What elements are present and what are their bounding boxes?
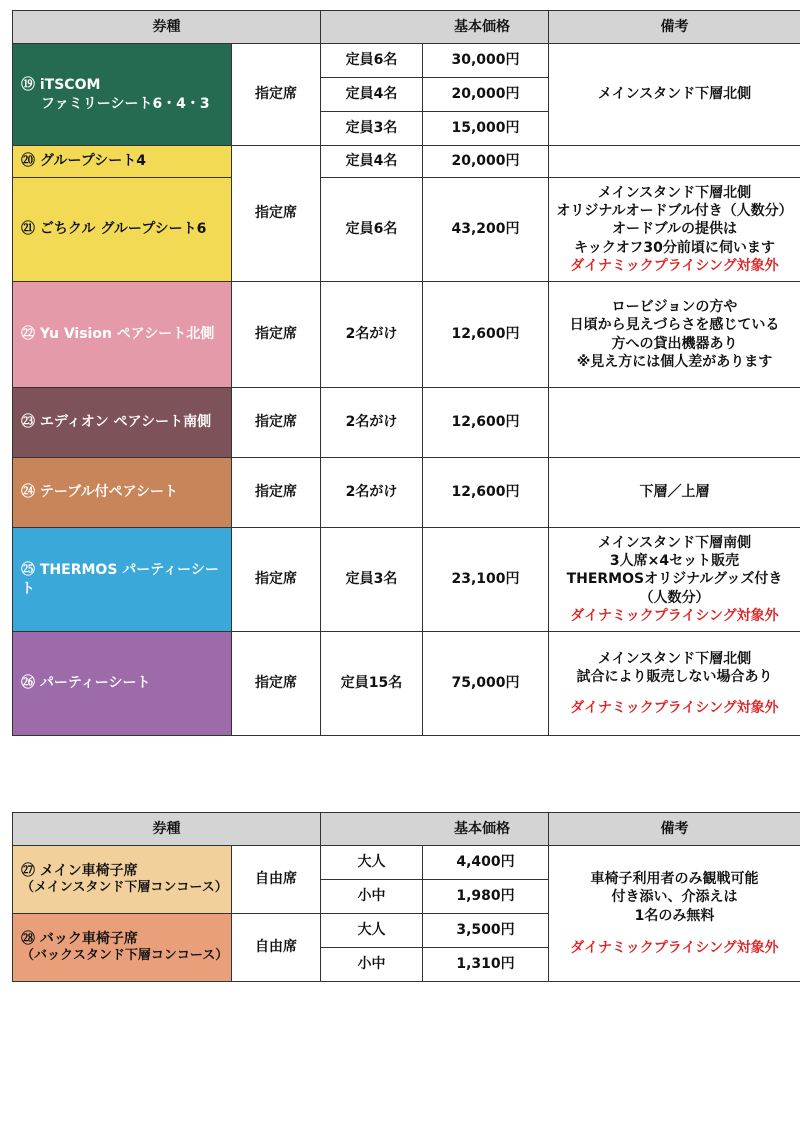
- price: 23,100円: [423, 528, 549, 632]
- note: 下層／上層: [549, 458, 800, 528]
- header-notes: 備考: [549, 813, 800, 846]
- capacity: 2名がけ: [321, 282, 423, 388]
- table-row: [13, 632, 800, 736]
- note: メインスタンド下層北側: [549, 44, 800, 146]
- header-ticket-type: 券種: [13, 11, 321, 44]
- table-row: [13, 146, 800, 178]
- capacity: 小中: [321, 880, 423, 914]
- table-header-row: [13, 813, 800, 846]
- seat-type: 指定席: [232, 146, 321, 282]
- price: 1,310円: [423, 948, 549, 982]
- price: 12,600円: [423, 388, 549, 458]
- capacity: 定員6名: [321, 178, 423, 282]
- capacity: 2名がけ: [321, 388, 423, 458]
- ticket-name-thermos-party-seat: ㉕ THERMOS パーティーシート: [13, 528, 232, 632]
- capacity: 定員15名: [321, 632, 423, 736]
- ticket-name-main-wheelchair: ㉗ メイン車椅子席 （メインスタンド下層コンコース）: [13, 846, 232, 914]
- table-row: [13, 388, 800, 458]
- price: 43,200円: [423, 178, 549, 282]
- price: 3,500円: [423, 914, 549, 948]
- seat-type: 自由席: [232, 846, 321, 914]
- ticket-name-gochikuru-group-seat-6: ㉑ ごちクル グループシート6: [13, 178, 232, 282]
- capacity: 大人: [321, 846, 423, 880]
- price: 20,000円: [423, 78, 549, 112]
- seat-type: 指定席: [232, 44, 321, 146]
- price: 30,000円: [423, 44, 549, 78]
- capacity: 定員3名: [321, 528, 423, 632]
- dynamic-pricing-exempt-note: ダイナミックプライシング対象外: [570, 939, 779, 956]
- note: ロービジョンの方や 日頃から見えづらさを感じている 方への貸出機器あり ※見え方には個人差があります: [549, 282, 800, 388]
- seat-type: 指定席: [232, 458, 321, 528]
- seat-type: 指定席: [232, 632, 321, 736]
- note: 車椅子利用者のみ観戦可能 付き添い、介添えは 1名のみ無料 ダイナミックプライシング対象外: [549, 846, 800, 982]
- header-ticket-type: 券種: [13, 813, 321, 846]
- ticket-name-yu-vision-pair-seat: ㉒ Yu Vision ペアシート北側: [13, 282, 232, 388]
- table-row: [13, 846, 800, 880]
- seat-type: 指定席: [232, 282, 321, 388]
- header-notes: 備考: [549, 11, 800, 44]
- dynamic-pricing-exempt-note: ダイナミックプライシング対象外: [570, 607, 779, 624]
- capacity: 定員4名: [321, 78, 423, 112]
- capacity: 小中: [321, 948, 423, 982]
- capacity: 2名がけ: [321, 458, 423, 528]
- price: 20,000円: [423, 146, 549, 178]
- table-row: [13, 44, 800, 78]
- seat-type: 指定席: [232, 388, 321, 458]
- price: 1,980円: [423, 880, 549, 914]
- ticket-name-group-seat-4: ⑳ グループシート4: [13, 146, 232, 178]
- capacity: 定員3名: [321, 112, 423, 146]
- price: 12,600円: [423, 458, 549, 528]
- ticket-name-table-pair-seat: ㉔ テーブル付ペアシート: [13, 458, 232, 528]
- header-base-price: 基本価格: [321, 813, 549, 846]
- note: メインスタンド下層北側 試合により販売しない場合あり ダイナミックプライシング対象外: [549, 632, 800, 736]
- note: メインスタンド下層南側 3人席×4セット販売 THERMOSオリジナルグッズ付き （人数分） ダイナミックプライシング対象外: [549, 528, 800, 632]
- price: 75,000円: [423, 632, 549, 736]
- price: 4,400円: [423, 846, 549, 880]
- ticket-name-edion-pair-seat: ㉓ エディオン ペアシート南側: [13, 388, 232, 458]
- seat-type: 指定席: [232, 528, 321, 632]
- capacity: 大人: [321, 914, 423, 948]
- note: メインスタンド下層北側 オリジナルオードブル付き（人数分） オードブルの提供は キックオフ30分前頃に伺います ダイナミックプライシング対象外: [549, 178, 800, 282]
- ticket-name-party-seat: ㉖ パーティーシート: [13, 632, 232, 736]
- ticket-table-main: [12, 10, 800, 736]
- table-row: [13, 528, 800, 632]
- ticket-table-wheelchair: [12, 812, 800, 982]
- note: [549, 388, 800, 458]
- table-row: [13, 282, 800, 388]
- capacity: 定員6名: [321, 44, 423, 78]
- ticket-name-itscom-family: ⑲ iTSCOM ファミリーシート6・4・3: [13, 44, 232, 146]
- price: 12,600円: [423, 282, 549, 388]
- table-header-row: [13, 11, 800, 44]
- dynamic-pricing-exempt-note: ダイナミックプライシング対象外: [570, 699, 779, 716]
- table-row: [13, 458, 800, 528]
- table-row: [13, 178, 800, 282]
- header-base-price: 基本価格: [321, 11, 549, 44]
- dynamic-pricing-exempt-note: ダイナミックプライシング対象外: [570, 257, 779, 274]
- capacity: 定員4名: [321, 146, 423, 178]
- seat-type: 自由席: [232, 914, 321, 982]
- ticket-name-back-wheelchair: ㉘ バック車椅子席 （バックスタンド下層コンコース）: [13, 914, 232, 982]
- note: [549, 146, 800, 178]
- price: 15,000円: [423, 112, 549, 146]
